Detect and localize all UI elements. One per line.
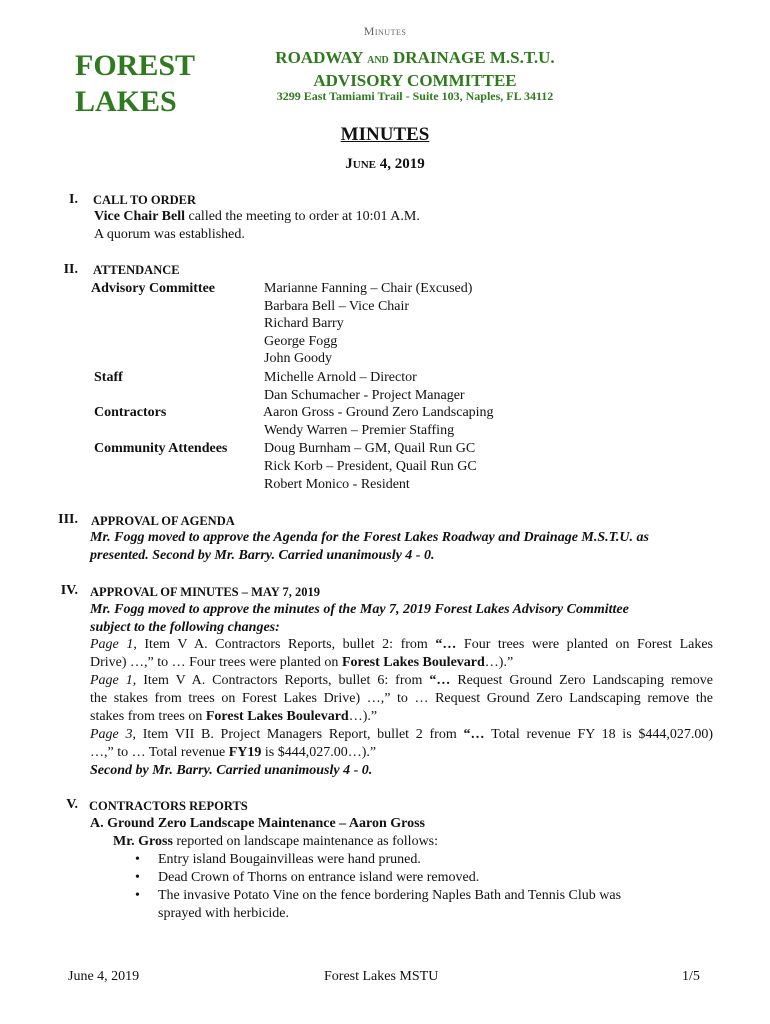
change-3-text-a: , Item VII B. Project Managers Report, bullet 2 from xyxy=(132,727,464,742)
change-2-bold: Forest Lakes Boulevard xyxy=(205,709,349,724)
attendance-group-label: Staff xyxy=(94,370,123,385)
attendee: Dan Schumacher - Project Manager xyxy=(264,388,465,403)
list-item-continuation: sprayed with herbicide. xyxy=(158,906,290,921)
change-2-page: Page 1 xyxy=(90,673,133,688)
list-item: • The invasive Potato Vine on the fence bordering Naples Bath and Tennis Club was xyxy=(158,887,621,905)
change-3-line-1 xyxy=(90,726,713,744)
agenda-motion-line-2: presented. Second by Mr. Barry. Carried unanimously 4 - 0. xyxy=(90,548,435,563)
change-1-text-b: Four trees were planted on Forest Lakes xyxy=(463,637,713,652)
footer-title: Forest Lakes MSTU xyxy=(324,969,439,984)
change-2-from: “… xyxy=(429,673,458,688)
attendance-group-label: Advisory Committee xyxy=(91,281,216,296)
minutes-second: Second by Mr. Barry. Carried unanimously 4 - 0. xyxy=(90,763,373,778)
footer-date: June 4, 2019 xyxy=(68,969,140,984)
org-line-1b: AND xyxy=(367,55,389,66)
footer-page-number: 1/5 xyxy=(682,969,700,984)
logo xyxy=(75,48,195,120)
change-2-line-3 xyxy=(90,708,377,726)
change-1-text-a: , Item V A. Contractors Reports, bullet 2: from xyxy=(133,637,436,652)
attendee: Barbara Bell – Vice Chair xyxy=(264,299,410,314)
attendee: Rick Korb – President, Quail Run GC xyxy=(264,459,477,474)
change-2-text-b: Request Ground Zero Landscaping remove xyxy=(457,673,713,688)
change-2-text-e: …).” xyxy=(348,709,378,724)
org-line-2: ADVISORY COMMITTEE xyxy=(313,71,517,90)
section-5-title: CONTRACTORS REPORTS xyxy=(89,799,248,813)
attendee: Michelle Arnold – Director xyxy=(264,370,417,385)
agenda-motion-line-1: Mr. Fogg moved to approve the Agenda for the Forest Lakes Roadway and Drainage M.S.T.U. as xyxy=(90,530,649,545)
attendee: George Fogg xyxy=(264,334,338,349)
section-4-title: APPROVAL OF MINUTES – MAY 7, 2019 xyxy=(90,585,320,599)
organization-name xyxy=(230,48,600,91)
section-2-numeral: II. xyxy=(63,262,78,277)
meeting-date-rest: 4, 2019 xyxy=(375,156,425,172)
change-1-line-2 xyxy=(90,654,513,672)
change-2-line-1 xyxy=(90,672,713,690)
change-1-text-c: Drive) …,” to … Four trees were planted on xyxy=(90,655,342,670)
call-to-order-line-1 xyxy=(94,208,420,226)
change-3-bold: FY19 xyxy=(228,745,262,760)
section-1-numeral: I. xyxy=(69,192,78,207)
section-3-title: APPROVAL OF AGENDA xyxy=(91,514,235,528)
attendance-group-label: Contractors xyxy=(94,405,167,420)
change-3-text-d: is $444,027.00…).” xyxy=(261,745,377,760)
change-2-text-d: stakes from trees on xyxy=(90,709,206,724)
org-line-1a: ROADWAY xyxy=(275,48,368,67)
landscape-bullets xyxy=(158,851,621,905)
landscape-intro-rest: reported on landscape maintenance as follows: xyxy=(172,834,439,849)
attendee: Doug Burnham – GM, Quail Run GC xyxy=(264,441,476,456)
call-to-order-rest: called the meeting to order at 10:01 A.M. xyxy=(185,209,420,224)
attendee: Richard Barry xyxy=(264,316,344,331)
attendee: Marianne Fanning – Chair (Excused) xyxy=(264,281,473,296)
logo-line-1: FOREST xyxy=(75,49,196,82)
org-line-1 xyxy=(230,48,600,71)
change-1-bold: Forest Lakes Boulevard xyxy=(341,655,485,670)
change-3-text-b: Total revenue FY 18 is $444,027.00) xyxy=(491,727,714,742)
change-1-from: “… xyxy=(435,637,464,652)
attendee: Aaron Gross - Ground Zero Landscaping xyxy=(263,405,494,420)
change-3-page: Page 3 xyxy=(90,727,133,742)
change-1-line-1 xyxy=(90,636,713,654)
change-3-from: “… xyxy=(463,727,492,742)
minutes-motion-line-1: Mr. Fogg moved to approve the minutes of the May 7, 2019 Forest Lakes Advisory Committee xyxy=(90,602,629,617)
call-to-order-line-2: A quorum was established. xyxy=(94,227,245,242)
call-to-order-bold: Vice Chair Bell xyxy=(94,209,185,224)
meeting-date-month: June xyxy=(345,156,376,172)
logo-line-2: LAKES xyxy=(75,85,177,118)
attendee: Robert Monico - Resident xyxy=(264,477,410,492)
change-2-text-a: , Item V A. Contractors Reports, bullet 6: from xyxy=(132,673,430,688)
section-1-title: CALL TO ORDER xyxy=(93,193,197,207)
landscape-intro-bold: Mr. Gross xyxy=(113,834,173,849)
list-item: • Entry island Bougainvilleas were hand pruned. xyxy=(158,851,621,869)
change-3-text-c: …,” to … Total revenue xyxy=(90,745,229,760)
running-header xyxy=(0,24,770,39)
attendance-group-label: Community Attendees xyxy=(94,441,228,456)
subsection-a-title: A. Ground Zero Landscape Maintenance – Aaron Gross xyxy=(90,816,426,831)
document-title: MINUTES xyxy=(340,124,430,145)
section-3-numeral: III. xyxy=(58,512,78,527)
organization-address: 3299 East Tamiami Trail - Suite 103, Naples, FL 34112 xyxy=(276,89,554,103)
minutes-motion-line-2: subject to the following changes: xyxy=(90,620,280,635)
change-3-line-2 xyxy=(90,744,376,762)
attendee: Wendy Warren – Premier Staffing xyxy=(264,423,455,438)
meeting-date xyxy=(0,156,770,173)
section-2-title: ATTENDANCE xyxy=(93,263,180,277)
change-1-text-d: …).” xyxy=(484,655,514,670)
list-item: • Dead Crown of Thorns on entrance island were removed. xyxy=(158,869,621,887)
change-2-line-2: the stakes from trees on Forest Lakes Drive) …,” to … Request Ground Zero Landscaping remove the xyxy=(90,691,713,706)
landscape-intro xyxy=(113,833,438,851)
attendee: John Goody xyxy=(264,351,333,366)
section-5-numeral: V. xyxy=(66,797,78,812)
change-1-page: Page 1 xyxy=(90,637,134,652)
running-title: Minutes xyxy=(363,24,407,38)
org-line-1c: DRAINAGE M.S.T.U. xyxy=(388,48,555,67)
section-4-numeral: IV. xyxy=(60,583,78,598)
